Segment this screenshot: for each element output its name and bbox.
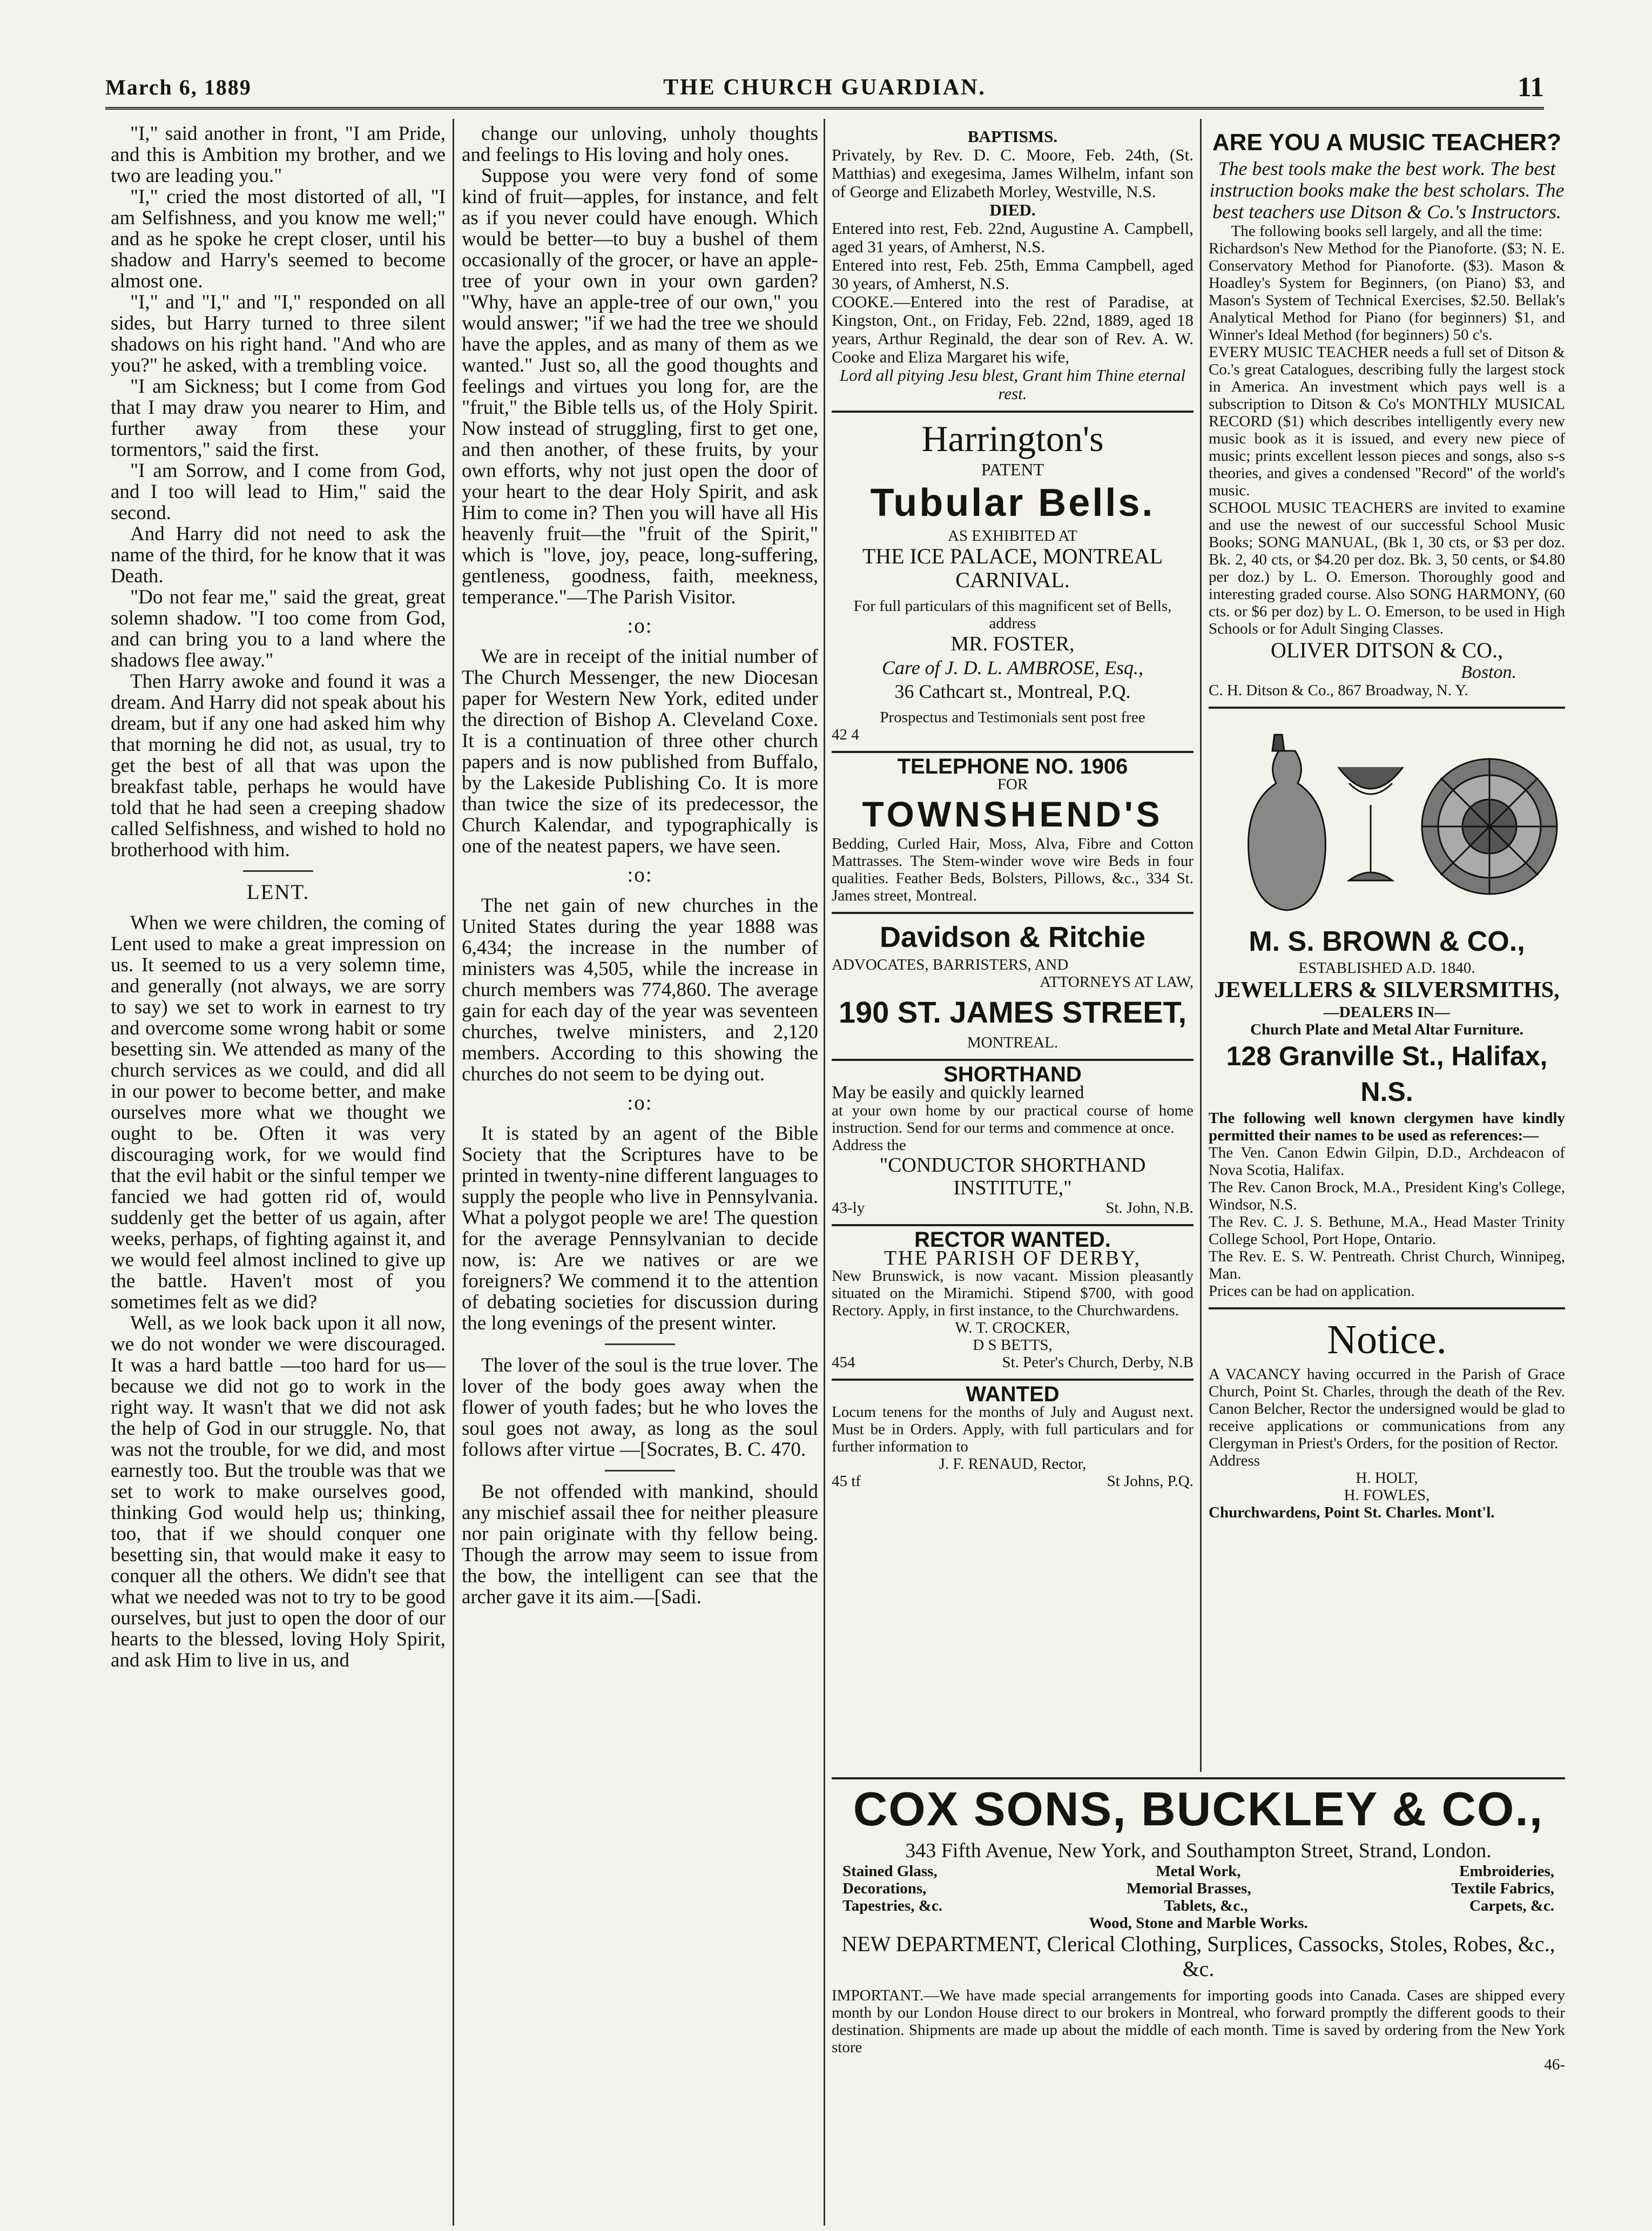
story-paragraph: "I am Sickness; but I come from God that I may draw you nearer to Him, and further away from these your tormentors," said the first. [111, 375, 446, 461]
telephone-for: FOR [997, 776, 1028, 793]
article-paragraph: The net gain of new churches in the United States during the year 1888 was 6,434; the increase in the number of ministers was 4,505, while the increase in church members was 774,860. The average gain for each day of the year was seventeen churches, twelve ministers, and 2,120 members. According to this showing the churches do not seem to be dying out. [462, 895, 818, 1085]
cox-category: Metal Work, [1156, 1863, 1241, 1880]
music-slogan: The best tools make the best work. The best instruction books make the best scholars. The best teachers use Ditson & Co.'s Instructors. [1209, 158, 1565, 223]
harrington-name: Harrington's [921, 418, 1104, 459]
brown-reference: The Rev. C. J. S. Bethune, M.A., Head Master Trinity College School, Port Hope, Ontario. [1209, 1213, 1565, 1248]
music-paragraph: Richardson's New Method for the Pianoforte. ($3; N. E. Conservatory Method for Pianoforte. ($3). Mason & Hoadley's System for Beginners, (on Piano) $3, and Mason's System of Technical Exercises, $2.50. Bellak's Analytical Method for Piano (for beginners) $1, and Winner's Ideal Method (for beginners) 50 c's. [1209, 240, 1565, 344]
telephone-heading: TELEPHONE NO. 1906 [897, 755, 1128, 778]
rector-heading: RECTOR WANTED. [914, 1228, 1111, 1252]
section-divider [605, 1343, 675, 1345]
ad-code: 42 4 [832, 726, 859, 743]
townshend-name: TOWNSHEND'S [862, 794, 1163, 834]
notice-address-label: Address [1209, 1452, 1260, 1469]
davidson-name: Davidson & Ritchie [879, 921, 1146, 953]
baptism-notice: Privately, by Rev. D. C. Moore, Feb. 24th, (St. Matthias) and exegesima, James Wilhelm, infant son of George and Elizabeth Morley, Westville, N.S. [832, 145, 1194, 201]
harrington-bells: Tubular Bells. [870, 481, 1155, 525]
brown-prices: Prices can be had on application. [1209, 1282, 1415, 1300]
story-paragraph: Then Harry awoke and found it was a dream. And Harry did not speak about his dream, but if any one had asked him why that morning he did not, as usual, try to get the best of all that was upon the breakfast table, perhaps he would have told that he had seen a creeping shadow called Selfishness, and wished to hold no brotherhood with him. [111, 670, 446, 861]
notice-heading: Notice. [1327, 1317, 1447, 1362]
page-number: 11 [1517, 72, 1544, 103]
death-verse: Lord all pitying Jesu blest, Grant him Thine eternal rest. [839, 366, 1186, 403]
newspaper-title: THE CHURCH GUARDIAN. [663, 75, 986, 100]
wanted-city: St Johns, P.Q. [1107, 1473, 1194, 1490]
section-divider [605, 1470, 675, 1471]
cox-categories-row [832, 1880, 1565, 1897]
masthead [105, 72, 1544, 110]
article-paragraph: We are in receipt of the initial number of The Church Messenger, the new Diocesan paper for Western New York, edited under the direction of Bishop A. Cleveland Coxe. It is a continuation of three other church papers and is now published from Buffalo, by the Lakeside Publishing Co. It is more than twice the size of its predecessor, the Church Kalendar, and typographically is one of the neatest papers, we have seen. [462, 646, 818, 857]
cox-important: IMPORTANT.—We have made special arrangements for importing goods into Canada. Cases are shipped every month by our London House direct to our brokers in Montreal, who forward promptly the different goods to their destination. Shipments are made up about the middle of each month. Time is saved by ordering from the New York store [832, 1987, 1565, 2056]
music-lead: The following books sell largely, and all the time: [1231, 223, 1543, 240]
church-plate-illustration [1214, 718, 1560, 918]
rector-warden-1: W. T. CROCKER, [955, 1319, 1070, 1336]
shorthand-ad [832, 1061, 1194, 1226]
harrington-palace: THE ICE PALACE, MONTREAL CARNIVAL. [862, 544, 1163, 592]
article-paragraph: The lover of the soul is the true lover. The lover of the body goes away when the flower of youth fades; but he who loves the soul goes not away, as long as the soul follows after virtue —[Socrates, B. C. 470. [462, 1354, 818, 1461]
death-notice: Entered into rest, Feb. 22nd, Augustine A. Campbell, aged 31 years, of Amherst, N.S. [832, 219, 1194, 256]
cox-category: Memorial Brasses, [1127, 1880, 1251, 1897]
townshend-ad [832, 753, 1194, 914]
davidson-line2: ATTORNEYS AT LAW, [1040, 973, 1194, 991]
shorthand-lead: May be easily and quickly learned [832, 1083, 1084, 1103]
section-divider: :o: [627, 863, 653, 886]
column-3 [832, 123, 1194, 1497]
article-paragraph: change our unloving, unholy thoughts and feelings to His loving and holy ones. [462, 123, 818, 166]
harrington-exhibited: AS EXHIBITED AT [947, 527, 1078, 545]
notice-signature: Churchwardens, Point St. Charles. Mont'l. [1209, 1504, 1495, 1521]
townshend-body: Bedding, Curled Hair, Moss, Alva, Fibre and Cotton Mattrasses. The Stem-winder wove wire Beds in four qualities. Feather Beds, Bolsters, Pillows, &c., 334 St. James street, Montreal. [832, 835, 1194, 904]
brown-goods: Church Plate and Metal Altar Furniture. [1250, 1021, 1523, 1038]
harrington-ad [832, 413, 1194, 753]
died-heading: DIED. [989, 200, 1036, 219]
rector-parish: THE PARISH OF DERBY, [884, 1247, 1141, 1269]
brown-jewellers-ad [1209, 709, 1565, 1309]
shorthand-address-label: Address the [832, 1137, 906, 1154]
brown-trade: JEWELLERS & SILVERSMITHS, [1214, 978, 1560, 1003]
cox-buckley-ad [832, 1777, 1565, 2073]
brown-name: M. S. BROWN & CO., [1249, 926, 1525, 957]
column-4 [1209, 123, 1565, 1529]
section-divider: :o: [627, 614, 653, 637]
shorthand-city: St. John, N.B. [1105, 1199, 1194, 1217]
notice-warden-1: H. HOLT, [1356, 1469, 1418, 1487]
lent-paragraph: Well, as we look back upon it all now, we do not wonder we were discouraged. It was a hard battle —too hard for us—because we did not go to work in the right way. It wasn't that we did not ask the help of God in our struggle. No, that was not the trouble, for we did, and most earnestly too. But the trouble was that we set to work to make ourselves good, thinking God would help us; thinking, too, that if we should conquer one besetting sin, that would make it easy to conquer all the others. We didn't see that what we needed was not to try to be good ourselves, but just to open the door of our hearts to the blessed, loving Holy Spirit, and ask Him to live in us, and [111, 1312, 446, 1671]
rector-body: New Brunswick, is now vacant. Mission pleasantly situated on the Miramichi. Stipend $700, with good Rectory. Apply, in first instance, to the Churchwardens. [832, 1267, 1194, 1319]
ditson-address: C. H. Ditson & Co., 867 Broadway, N. Y. [1209, 682, 1468, 699]
davidson-ad [832, 914, 1194, 1061]
rector-address: St. Peter's Church, Derby, N.B [1002, 1354, 1194, 1371]
column-rule [1200, 119, 1202, 1772]
article-paragraph: It is stated by an agent of the Bible Society that the Scriptures have to be printed in twenty-nine different languages to supply the people who live in Pennsylvania. What a polygot people we are! The question for the average Pennsylvanian to decide now, is: Are we natives or are we foreigners? We commend it to the attention of debating societies for discussion during the long evenings of the present winter. [462, 1123, 818, 1334]
story-paragraph: "Do not fear me," said the great, great solemn shadow. "I too come from God, and can bring you to a land where the shadows flee away." [111, 586, 446, 671]
brown-established: ESTABLISHED A.D. 1840. [1298, 959, 1475, 977]
column-1 [111, 123, 446, 1671]
brown-address: 128 Granville St., Halifax, N.S. [1226, 1041, 1548, 1107]
music-heading: ARE YOU A MUSIC TEACHER? [1212, 129, 1562, 156]
death-notice: COOKE.—Entered into the rest of Paradise, at Kingston, Ont., on Friday, Feb. 22nd, 1889, aged 18 years, Arthur Reginald, the dear son of Rev. A. W. Cooke and Eliza Margaret his wife, [832, 292, 1194, 366]
ad-code: 45 tf [832, 1473, 861, 1490]
cox-category: Carpets, &c. [1469, 1897, 1554, 1914]
ad-code: 46- [1544, 2056, 1565, 2073]
notice-ad [1209, 1309, 1565, 1529]
ad-code: 454 [832, 1354, 855, 1371]
column-rule [824, 119, 825, 2226]
column-2 [462, 123, 818, 1608]
cox-category: Textile Fabrics, [1451, 1880, 1554, 1897]
article-paragraph: Be not offended with mankind, should any mischief assail thee for neither pleasure nor pain originate with thy fellow being. Though the arrow may seem to issue from the bow, the intelligent can see that the archer gave it its aim.—[Sadi. [462, 1481, 818, 1608]
cox-category: Embroideries, [1459, 1863, 1554, 1880]
music-teacher-ad [1209, 123, 1565, 709]
harrington-care: Care of J. D. L. AMBROSE, Esq., [882, 657, 1143, 678]
ditson-firm: OLIVER DITSON & CO., [1271, 638, 1503, 662]
cox-categories-row [832, 1863, 1565, 1880]
ad-code: 43-ly [832, 1199, 865, 1217]
davidson-address: 190 ST. JAMES STREET, [838, 995, 1187, 1029]
notice-warden-2: H. FOWLES, [1344, 1487, 1430, 1504]
harrington-full: For full particulars of this magnificent set of Bells, address [853, 597, 1172, 632]
cox-address: 343 Fifth Avenue, New York, and Southampton Street, Strand, London. [905, 1839, 1492, 1862]
story-paragraph: "I," cried the most distorted of all, "I am Selfishness, and you know me well;" and as he spoke he crept closer, until his shadow and Harry's seemed to become almost one. [111, 186, 446, 292]
davidson-city: MONTREAL. [967, 1034, 1058, 1051]
cox-department: NEW DEPARTMENT, Clerical Clothing, Surplices, Cassocks, Stoles, Robes, &c., &c. [841, 1932, 1555, 1981]
lent-heading: LENT. [246, 881, 310, 904]
harrington-contact: MR. FOSTER, [950, 633, 1075, 655]
harrington-address: 36 Cathcart st., Montreal, P.Q. [894, 681, 1131, 702]
music-paragraph: SCHOOL MUSIC TEACHERS are invited to examine and use the newest of our successful School Music Books; SONG MANUAL, (Bk 1, 30 cts, or $3 per doz. Bk. 2, 40 cts, or $4.20 per doz. Bk. 3, 50 cents, or $4.80 per doz.) by L. O. Emerson. Thoroughly good and interesting graded course. Also SONG HARMONY, (60 cts. or $6 per doz) by L. O. Emerson, to be used in High Schools or for Adult Singing Classes. [1209, 499, 1565, 637]
notices-box [832, 123, 1194, 413]
music-paragraph: EVERY MUSIC TEACHER needs a full set of Ditson & Co.'s great Catalogues, describing fully the largest stock in America. An investment which pays well is a subscription to Ditson & Co's MONTHLY MUSICAL RECORD ($1) which describes intelligently every new music book as it is issued, and every new piece of music; prints excellent lesson pieces and songs, also s-s theories, and gives a condensed "Record" of the world's music. [1209, 344, 1565, 499]
shorthand-institute: "CONDUCTOR SHORTHAND INSTITUTE," [879, 1154, 1146, 1199]
rector-ad [832, 1226, 1194, 1381]
wanted-body: Locum tenens for the months of July and August next. Must be in Orders. Apply, with full particulars and for further information to [832, 1403, 1194, 1455]
issue-date: March 6, 1889 [105, 75, 252, 99]
story-paragraph: "I," and "I," and "I," responded on all sides, but Harry turned to three silent shadows on his right hand. "And who are you?" he asked, with a trembling voice. [111, 291, 446, 377]
harrington-prospectus: Prospectus and Testimonials sent post free [880, 709, 1145, 726]
cox-stone: Wood, Stone and Marble Works. [1089, 1914, 1308, 1932]
shorthand-heading: SHORTHAND [943, 1063, 1082, 1086]
death-notice: Entered into rest, Feb. 25th, Emma Campbell, aged 30 years, of Amherst, N.S. [832, 256, 1194, 293]
story-paragraph: "I am Sorrow, and I come from God, and I too will lead to Him," said the second. [111, 460, 446, 524]
cox-category: Tapestries, &c. [842, 1897, 942, 1914]
brown-dealers: —DEALERS IN— [1323, 1004, 1451, 1021]
story-paragraph: "I," said another in front, "I am Pride, and this is Ambition my brother, and we two are leading you." [111, 123, 446, 187]
rector-warden-2: D S BETTS, [973, 1336, 1053, 1354]
shorthand-body: at your own home by our practical course of home instruction. Send for our terms and commence at once. [832, 1102, 1194, 1137]
wanted-ad [832, 1381, 1194, 1497]
baptisms-heading: BAPTISMS. [967, 127, 1058, 146]
brown-reference: The Rev. E. S. W. Pentreath. Christ Church, Winnipeg, Man. [1209, 1248, 1565, 1282]
section-divider: :o: [627, 1091, 653, 1114]
ditson-city: Boston. [1461, 662, 1516, 682]
davidson-line1: ADVOCATES, BARRISTERS, AND [832, 956, 1069, 973]
brown-reference: The Rev. Canon Brock, M.A., President King's College, Windsor, N.S. [1209, 1179, 1565, 1213]
cox-category: Stained Glass, [842, 1863, 938, 1880]
brown-references-intro: The following well known clergymen have kindly permitted their names to be used as references:— [1209, 1110, 1565, 1144]
cox-categories-row [832, 1897, 1565, 1914]
article-paragraph: Suppose you were very fond of some kind of fruit—apples, for instance, and felt as if you never could have enough. Which would be better—to buy a bushel of them occasionally of the grocer, or have an apple-tree of your own in your own garden? "Why, have an apple-tree of our own," you would answer; "if we had the tree we should have the apples, and as many of them as we wanted." Just so, all the good thoughts and feelings and virtues you long for, are the "fruit," the Bible tells us, of the Holy Spirit. Now instead of struggling, first to get one, and then another, of these fruits, by your own efforts, why not just open the door of your heart to the dear Holy Spirit, and ask Him to come in? Then you will have all His heavenly fruit—the "fruit of the Spirit," which is "love, joy, peace, long-suffering, gentleness, goodness, faith, meekness, temperance."—The Parish Visitor. [462, 165, 818, 608]
brown-reference: The Ven. Canon Edwin Gilpin, D.D., Archdeacon of Nova Scotia, Halifax. [1209, 1144, 1565, 1179]
harrington-patent: PATENT [981, 460, 1044, 479]
cox-category: Tablets, &c., [1164, 1897, 1248, 1914]
story-paragraph: And Harry did not need to ask the name of the third, for he know that it was Death. [111, 523, 446, 587]
notice-body: A VACANCY having occurred in the Parish of Grace Church, Point St. Charles, through the death of the Rev. Canon Belcher, Rector the undersigned would be glad to receive applications or communications from any Clergyman in Priest's Orders, for the position of Rector. [1209, 1366, 1565, 1452]
wanted-heading: WANTED [966, 1382, 1060, 1406]
column-rule [453, 119, 454, 2226]
cox-category: Decorations, [842, 1880, 927, 1897]
section-divider [243, 870, 313, 872]
wanted-contact: J. F. RENAUD, Rector, [939, 1455, 1087, 1473]
cox-name: COX SONS, BUCKLEY & CO., [853, 1782, 1544, 1836]
lent-paragraph: When we were children, the coming of Lent used to make a great impression on us. It seemed to us a very solemn time, and generally (not always, we are sorry to say) we set to work in earnest to try and overcome some wrong habit or some besetting sin. We attended as many of the church services as we could, and did all in our power to become better, and make ourselves more what we thought we ought to be. Often it was very discouraging work, for we would find that the evil habit or the sinful temper we fancied we had gotten rid of, would suddenly get the better of us again, after weeks, perhaps, of fighting against it, and we would feel almost inclined to give up the battle. Haven't most of you sometimes felt as we did? [111, 912, 446, 1313]
